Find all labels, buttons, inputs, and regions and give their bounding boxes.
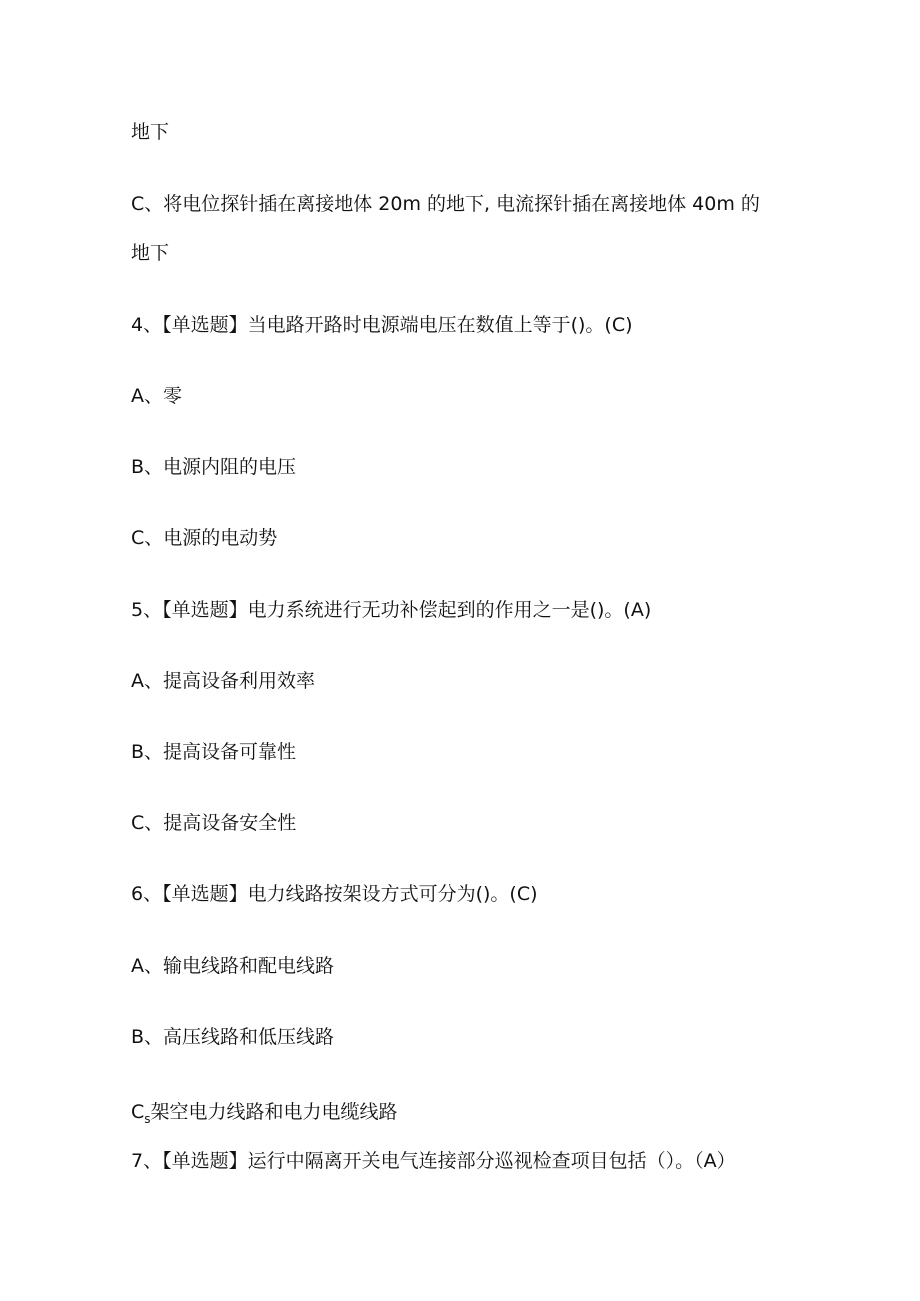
option-c-text: C、将电位探针插在离接地体 20m 的地下, 电流探针插在离接地体 40m 的 <box>131 193 760 215</box>
text-line: 地下 <box>131 121 170 143</box>
option-a: A、输电线路和配电线路 <box>131 955 334 977</box>
option-c-subscript: s <box>144 1112 151 1126</box>
option-c-prefix: C <box>131 1101 145 1123</box>
question-4: 4、【单选题】当电路开路时电源端电压在数值上等于()。(C) <box>131 314 633 336</box>
option-a: A、零 <box>131 385 182 407</box>
option-a: A、提高设备利用效率 <box>131 670 315 692</box>
option-c: C、提高设备安全性 <box>131 812 297 834</box>
text-line: 地下 <box>131 242 170 264</box>
question-5: 5、【单选题】电力系统进行无功补偿起到的作用之一是()。(A) <box>131 599 652 621</box>
option-c <box>131 1100 398 1131</box>
option-b: B、提高设备可靠性 <box>131 741 297 763</box>
option-b: B、电源内阻的电压 <box>131 456 297 478</box>
option-c-label: 架空电力线路和电力电缆线路 <box>150 1101 398 1123</box>
option-b: B、高压线路和低压线路 <box>131 1026 335 1048</box>
question-6: 6、【单选题】电力线路按架设方式可分为()。(C) <box>131 883 538 905</box>
option-c: C、电源的电动势 <box>131 527 278 549</box>
question-7: 7、【单选题】运行中隔离开关电气连接部分巡视检查项目包括（）。（A） <box>131 1150 736 1172</box>
